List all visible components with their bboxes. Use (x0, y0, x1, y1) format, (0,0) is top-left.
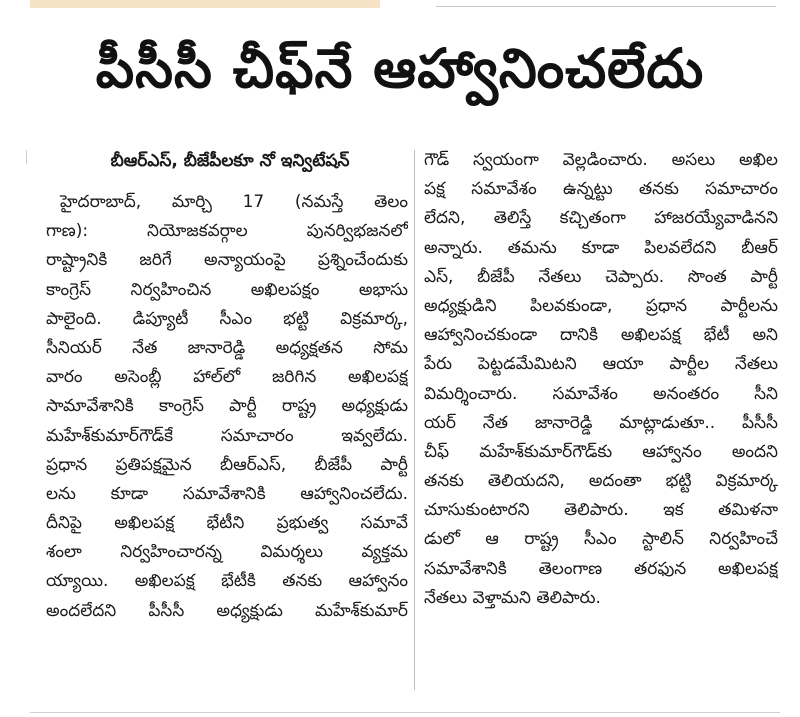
left-column-rule (26, 150, 27, 164)
article-line: ఆహ్వానించకుండా దానికి అఖిలపక్ష భేటీ అని (424, 325, 778, 346)
top-color-band (30, 0, 380, 8)
article-line: చీఫ్ మహేశ్‌కుమార్‌గౌడ్‌కు ఆహ్వానం అందని (424, 441, 778, 462)
article-line: య్యాయి. అఖిలపక్ష భేటీకి తనకు ఆహ్వానం (46, 571, 408, 592)
article-line: డులో ఆ రాష్ట్ర సీఎం స్టాలిన్ నిర్వహించే (424, 529, 778, 550)
article-line: గౌడ్ స్వయంగా వెల్లడించారు. అసలు అఖిల (424, 150, 778, 170)
headline: పీసీసీ చీఫ్‌నే ఆహ్వానించలేదు (95, 37, 705, 100)
article-line: పేరు పెట్టడమేమిటని ఆయా పార్టీల నేతలు (424, 354, 778, 375)
article-line: శంలా నిర్వహించారన్న విమర్శలు వ్యక్తమ (46, 542, 408, 563)
article-line: యర్ నేత జానారెడ్డి మాట్లాడుతూ.. పీసీసీ (424, 412, 778, 433)
article-line: సీనియర్ నేత జానారెడ్డి అధ్యక్షతన సోమ (46, 337, 408, 358)
article-line: గాణ): నియోజకవర్గాల పునర్విభజనలో (46, 221, 408, 242)
article-line: సమావేశానికి తెలంగాణ తరఫున అఖిలపక్ష (424, 558, 778, 579)
article-line: వారం అసెంబ్లీ హాల్‌లో జరిగిన అఖిలపక్ష (46, 367, 408, 388)
article-column-left (46, 188, 408, 626)
article-line: దీనిపై అఖిలపక్ష భేటీని ప్రభుత్వ సమావే (46, 513, 408, 534)
article-line: పక్ష సమావేశం ఉన్నట్టు తనకు సమాచారం (424, 179, 778, 200)
article-line: లేదని, తెలిస్తే కచ్చితంగా హాజరయ్యేవాడినని (424, 208, 778, 229)
article-line: రాష్ట్రానికి జరిగే అన్యాయంపై ప్రశ్నించేందుకు (46, 250, 408, 271)
article-line: తనకు తెలియదని, అదంతా భట్టి విక్రమార్క (424, 471, 778, 492)
top-rule (436, 6, 776, 7)
article-line: హైదరాబాద్, మార్చి 17 (నమస్తే తెలం (60, 192, 408, 212)
article-line: విమర్శించారు. సమావేశం అనంతరం సీని (424, 383, 778, 404)
article-line: పాలైంది. డిప్యూటీ సీఎం భట్టి విక్రమార్క, (46, 308, 408, 329)
article-line: అందలేదని పీసీసీ అధ్యక్షుడు మహేశ్‌కుమార్ (46, 600, 408, 621)
article-line: అధ్యక్షుడిని పిలవకుండా, ప్రధాన పార్టీలను (424, 295, 778, 316)
article-line: మహేశ్‌కుమార్‌గౌడ్‌కే సమాచారం ఇవ్వలేదు. (46, 425, 408, 446)
article-line: సామావేశానికి కాంగ్రెస్ పార్టీ రాష్ట్ర అధ్యక్షుడు (46, 396, 408, 417)
article-line: చూసుకుంటారని తెలిపారు. ఇక తమిళనా (424, 500, 778, 521)
article-line: లను కూడా సమావేశానికి ఆహ్వానించలేదు. (46, 483, 408, 504)
column-divider (414, 150, 415, 690)
article-line: నేతలు వెళ్తామని తెలిపారు. (424, 587, 601, 608)
article-line: కాంగ్రెస్ నిర్వహించిన అఖిలపక్షం అభాసు (46, 279, 408, 300)
article-line: ప్రధాన ప్రతిపక్షమైన బీఆర్‌ఎస్, బీజేపీ పార్టీ (46, 454, 408, 475)
article-line: అన్నారు. తమను కూడా పిలవలేదని బీఆర్ (424, 237, 778, 258)
article-column-right (424, 146, 778, 613)
article-line: ఎస్, బీజేపీ నేతలు చెప్పారు. సొంత పార్టీ (424, 266, 778, 287)
bottom-rule (30, 712, 780, 713)
subheadline: బీఆర్‌ఎస్, బీజేపీలకూ నో ఇన్విటేషన్ (110, 151, 350, 171)
